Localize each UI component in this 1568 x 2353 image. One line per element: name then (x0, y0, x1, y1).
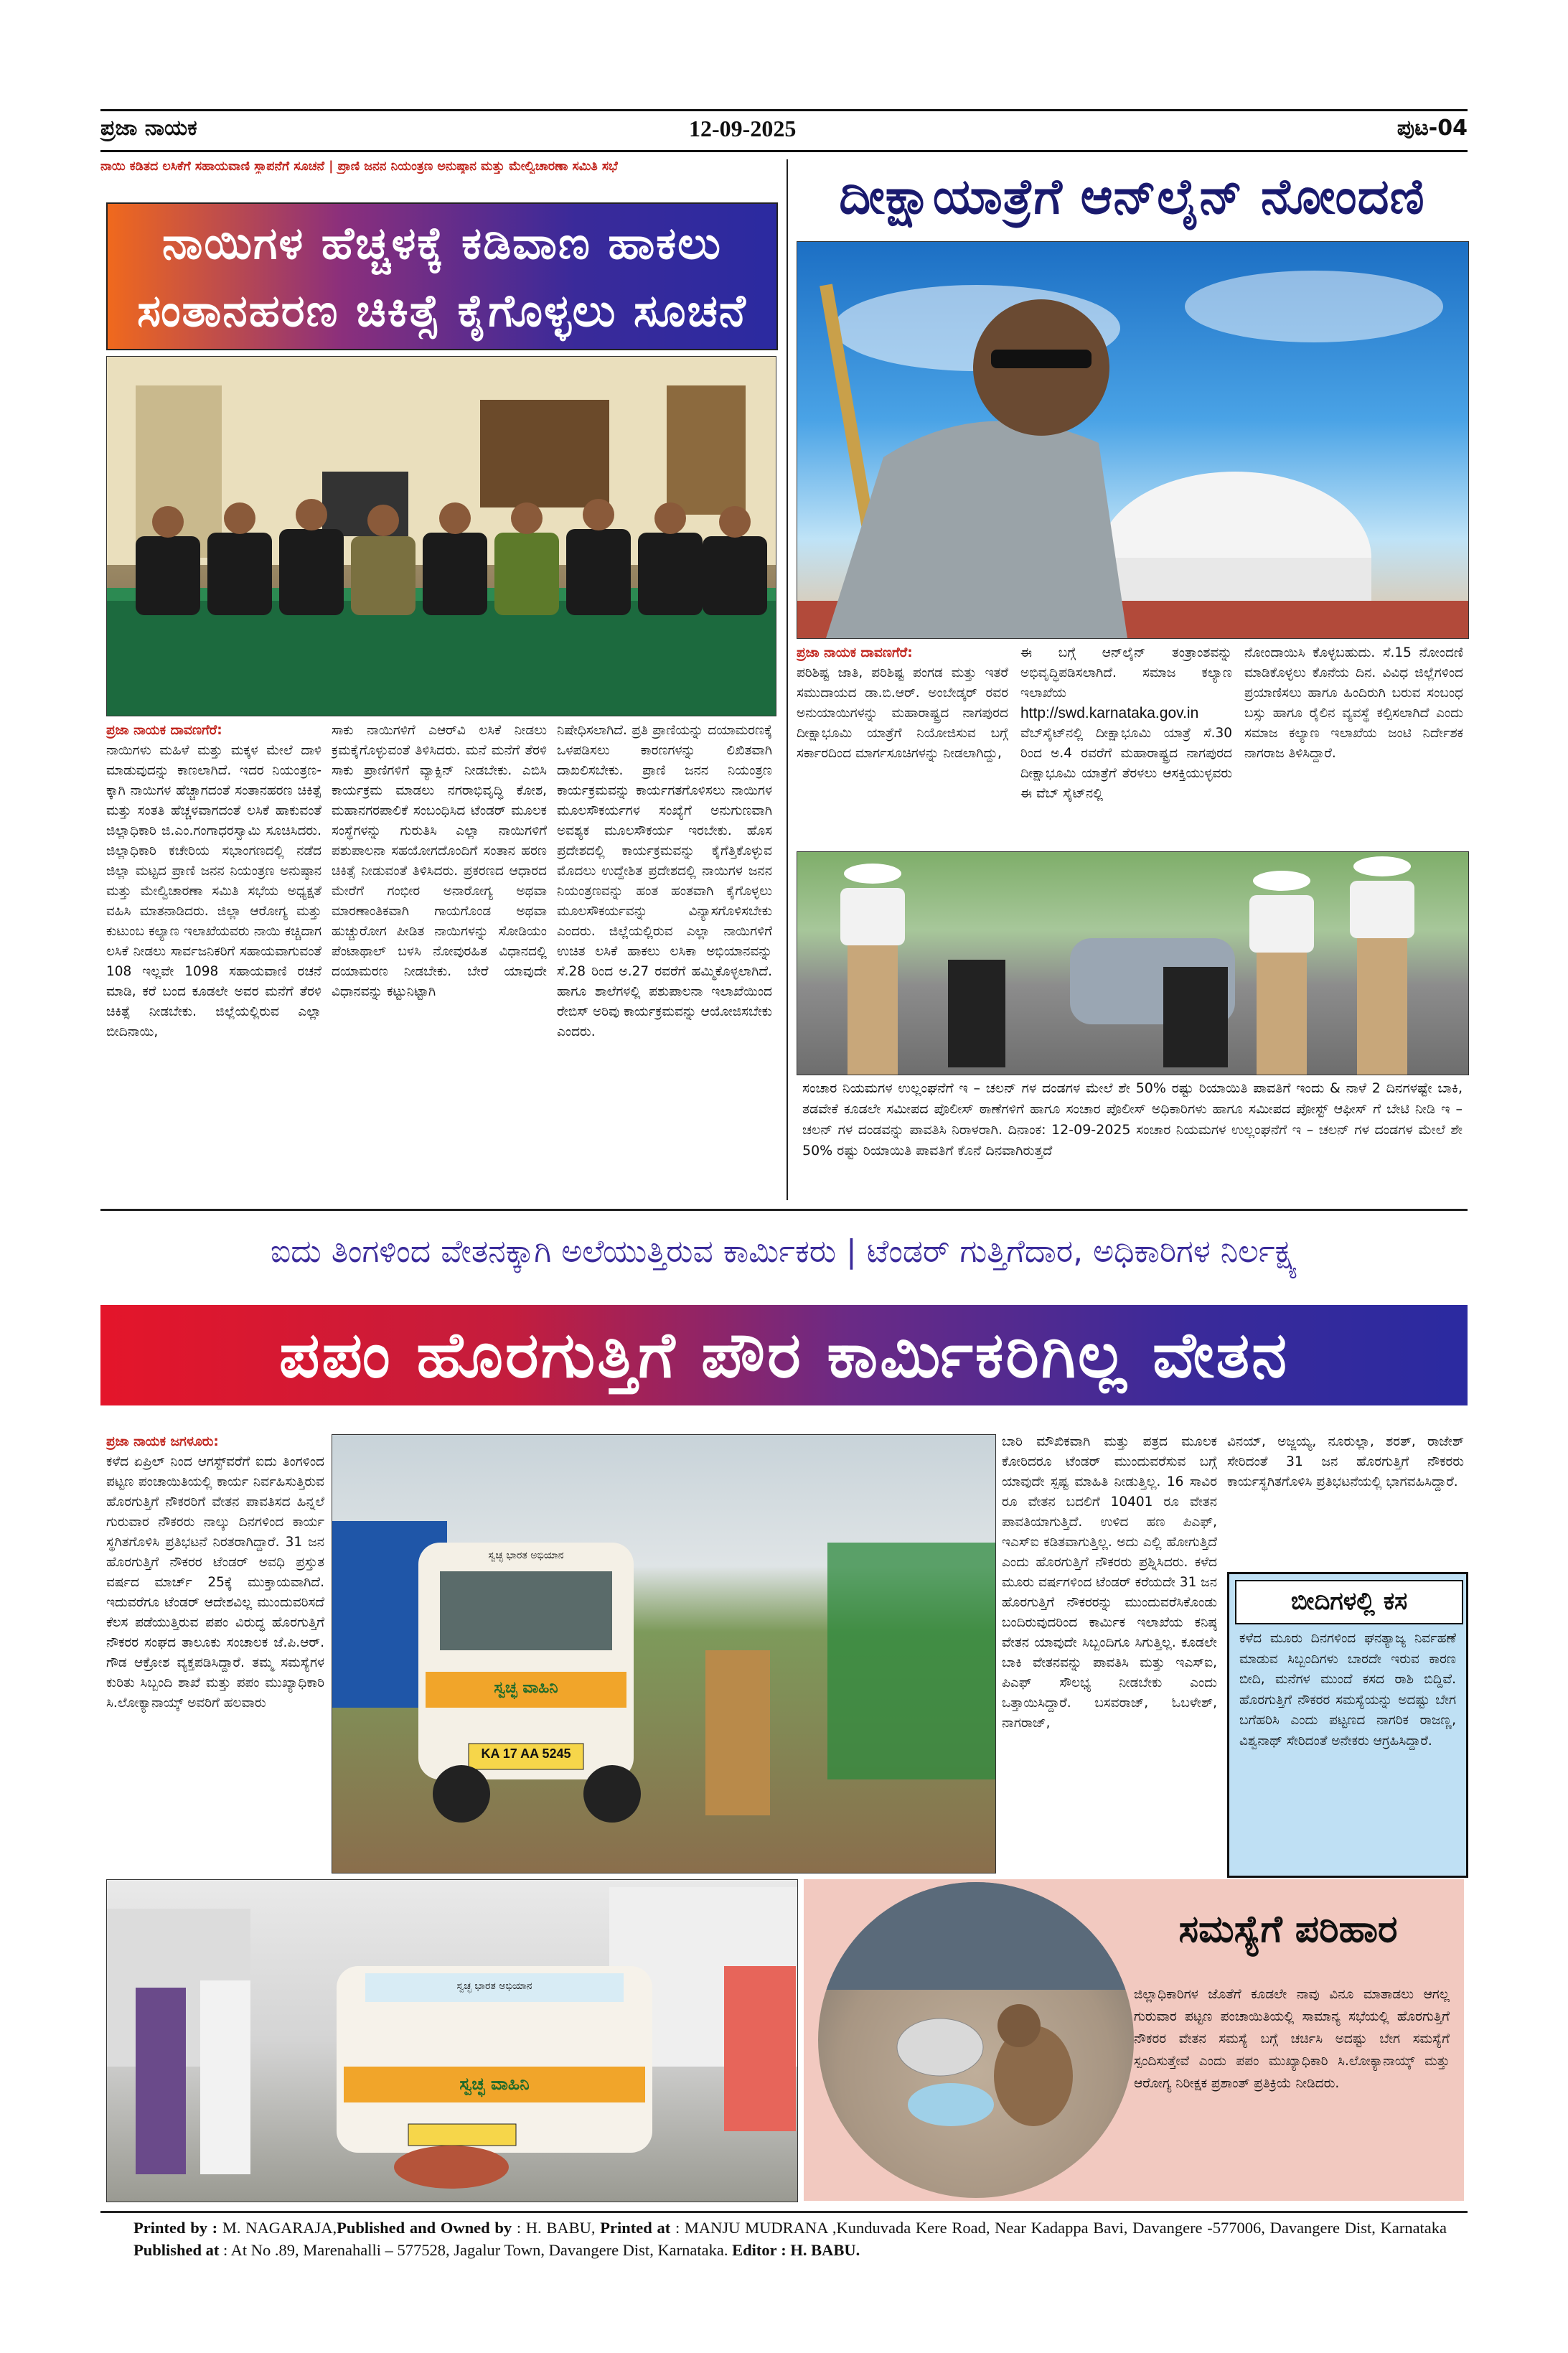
story4-column-1 (106, 1432, 324, 1877)
story4-col3-text: ವಿನಯ್, ಅಜ್ಜಯ್ಯ, ನೂರುಲ್ಲಾ, ಶರತ್, ರಾಜೇಶ್ ಸೇರಿದಂತೆ 31 ಜನ ಹೊರಗುತ್ತಿಗೆ ನೌಕರರು ಕಾರ್ಯಸ್ಥಗಿತಗೊಳಿಸಿ ಪ್ರತಿಭಟನೆಯಲ್ಲಿ ಭಾಗವಹಿಸಿದ್ದಾರೆ. (1227, 1434, 1464, 1489)
story1-column-3 (557, 721, 772, 1194)
vertical-divider (787, 159, 788, 1200)
story1-dateline: ಪ್ರಜಾ ನಾಯಕ ದಾವಣಗೆರೆ: (106, 723, 222, 738)
story4-dateline: ಪ್ರಜಾ ನಾಯಕ ಜಗಳೂರು: (106, 1434, 219, 1449)
masthead-bar (100, 109, 1468, 152)
street-garbage-title: ಬೀದಿಗಳಲ್ಲಿ ಕಸ (1235, 1580, 1463, 1624)
story2-column-2 (1020, 643, 1232, 844)
story4-col2-text: ಬಾರಿ ಮೌಖಿಕವಾಗಿ ಮತ್ತು ಪತ್ರದ ಮೂಲಕ ಕೋರಿದರೂ ಟೆಂಡರ್ ಮುಂದುವರೆಸುವ ಬಗ್ಗೆ ಯಾವುದೇ ಸ್ಪಷ್ಟ ಮಾಹಿತಿ ನೀಡುತ್ತಿಲ್ಲ. 16 ಸಾವಿರ ರೂ ವೇತನ ಬದಲಿಗೆ 10401 ರೂ ವೇತನ ಪಾವತಿಯಾಗುತ್ತಿದೆ. ಉಳಿದ ಹಣ ಪಿಎಫ್, ಇಎಸ್‌ಐ ಕಡಿತವಾಗುತ್ತಿಲ್ಲ. ಅದು ಎಲ್ಲಿ ಹೋಗುತ್ತಿದೆ ಎಂದು ಹೊರಗುತ್ತಿಗೆ ನೌಕರರು ಪ್ರಶ್ನಿಸಿದರು. ಕಳೆದ ಮೂರು ವರ್ಷಗಳಿಂದ ಟೆಂಡರ್ ಕರೆಯದೇ 31 ಜನ ಹೊರಗುತ್ತಿಗೆ ನೌಕರರನ್ನು ಮುಂದುವರೆಸಿಕೊಂಡು ಬಂದಿರುವುದರಿಂದ ಕಾರ್ಮಿಕ ಇಲಾಖೆಯ ಕನಿಷ್ಠ ವೇತನ ಯಾವುದೇ ಸಿಬ್ಬಂದಿಗೂ ಸಿಗುತ್ತಿಲ್ಲ. ಕೂಡಲೇ ಬಾಕಿ ವೇತನವನ್ನು ಪಾವತಿಸಿ ಮತ್ತು ಇಎಸ್‌ಐ, ಪಿಎಫ್ ಸೌಲಭ್ಯ ನೀಡಬೇಕು ಎಂದು ಒತ್ತಾಯಿಸಿದ್ದಾರೆ. ಬಸವರಾಜ್, ಓಬಳೇಶ್, ನಾಗರಾಜ್, (1002, 1434, 1217, 1731)
story2-col1-text: ಪರಿಶಿಷ್ಟ ಜಾತಿ, ಪರಿಶಿಷ್ಟ ಪಂಗಡ ಮತ್ತು ಇತರೆ ಸಮುದಾಯದ ಡಾ.ಬಿ.ಆರ್. ಅಂಬೇಡ್ಕರ್ ರವರ ಅನುಯಾಯಿಗಳನ್ನು ಮಹಾರಾಷ್ಟ್ರದ ನಾಗಪುರದ ದೀಕ್ಷಾಭೂಮಿ ಯಾತ್ರೆಗೆ ನಿಯೋಜಿಸುವ ಬಗ್ಗೆ ಸರ್ಕಾರದಿಂದ ಮಾರ್ಗಸೂಚಿಗಳನ್ನು ನೀಡಲಾಗಿದ್ದು, (797, 665, 1008, 761)
traffic-caption: ಸಂಚಾರ ನಿಯಮಗಳ ಉಲ್ಲಂಘನೆಗೆ ಇ – ಚಲನ್ ಗಳ ದಂಡಗಳ ಮೇಲೆ ಶೇ 50% ರಷ್ಟು ರಿಯಾಯಿತಿ ಪಾವತಿಗೆ ಇಂದು & ನಾಳೆ 2 ದಿನಗಳಷ್ಟೇ ಬಾಕಿ, ತಡವೇಕೆ ಕೂಡಲೇ ಸಮೀಪದ ಪೊಲೀಸ್ ಠಾಣೆಗಳಿಗೆ ಹಾಗೂ ಸಂಚಾರ ಪೊಲೀಸ್ ಅಧಿಕಾರಿಗಳು ಹಾಗೂ ಸಮೀಪದ ಪೋಸ್ಟ್ ಆಫೀಸ್ ಗೆ ಬೇಟಿ ನೀಡಿ ಇ – ಚಲನ್ ಗಳ ದಂಡವನ್ನು ಪಾವತಿಸಿ ನಿರಾಳರಾಗಿ. ದಿನಾಂಕ: 12-09-2025 ಸಂಚಾರ ನಿಯಮಗಳ ಉಲ್ಲಂಘನೆಗೆ ಇ – ಚಲನ್ ಗಳ ದಂಡಗಳ ಮೇಲೆ ಶೇ 50% ರಷ್ಟು ರಿಯಾಯಿತಿ ಪಾವತಿಗೆ ಕೊನೆ ದಿನವಾಗಿರುತ್ತದೆ (802, 1080, 1463, 1159)
story1-column-1 (106, 721, 321, 1194)
monkey-photo-art (818, 1882, 1134, 2198)
story2-column-3 (1244, 643, 1463, 844)
garbage-van-photo-2 (106, 1879, 798, 2202)
meeting-photo-art (107, 357, 776, 716)
published-at-label: Published at (133, 2241, 220, 2259)
story1-headline-line2: ಸಂತಾನಹರಣ ಚಿಕಿತ್ಸೆ ಕೈಗೊಳ್ಳಲು ಸೂಚನೆ (137, 284, 747, 337)
story1-headline-line1: ನಾಯಿಗಳ ಹೆಚ್ಚಳಕ್ಕೆ ಕಡಿವಾಣ ಹಾಕಲು (161, 217, 723, 269)
meeting-photo (106, 356, 776, 716)
issue-date: 12-09-2025 (689, 116, 797, 141)
printed-by-label: Printed by : (133, 2219, 218, 2237)
van1-brand: ಸ್ವಚ್ಛ ವಾಹಿನಿ (494, 1679, 558, 1697)
ambedkar-photo-art (797, 242, 1468, 638)
van-photo-2-art (107, 1880, 797, 2202)
street-garbage-box (1227, 1572, 1468, 1878)
traffic-police-photo (797, 851, 1469, 1075)
story1-column-2 (332, 721, 547, 1194)
van1-plate: KA 17 AA 5245 (481, 1746, 571, 1761)
editor: : H. BABU. (781, 2241, 860, 2259)
garbage-van-photo-1 (332, 1434, 996, 1873)
story4-kicker: ಐದು ತಿಂಗಳಿಂದ ವೇತನಕ್ಕಾಗಿ ಅಲೆಯುತ್ತಿರುವ ಕಾರ್ಮಿಕರು | ಟೆಂಡರ್ ಗುತ್ತಿಗೆದಾರ, ಅಧಿಕಾರಿಗಳ ನಿರ್ಲಕ್ಷ್ಯ (270, 1232, 1298, 1270)
section-divider (100, 1209, 1468, 1211)
story1-col2-text: ಸಾಕು ನಾಯಿಗಳಿಗೆ ಎಆರ್‌ವಿ ಲಸಿಕೆ ನೀಡಲು ಕ್ರಮಕೈಗೊಳ್ಳುವಂತೆ ತಿಳಿಸಿದರು. ಮನೆ ಮನೆಗೆ ತೆರಳಿ ಸಾಕು ಪ್ರಾಣಿಗಳಿಗೆ ವ್ಯಾಕ್ಸಿನ್ ನೀಡಬೇಕು. ಎಬಿಸಿ ಕಾರ್ಯಕ್ರಮ ಮಾಡಲು ನಗರಾಭಿವೃದ್ಧಿ ಕೋಶ, ಮಹಾನಗರಪಾಲಿಕೆ ಸಂಬಂಧಿಸಿದ ಟೆಂಡರ್ ಮೂಲಕ ಸಂಸ್ಥೆಗಳನ್ನು ಗುರುತಿಸಿ ಎಲ್ಲಾ ನಾಯಿಗಳಿಗೆ ಪಶುಪಾಲನಾ ಸಹಯೋಗದೊಂದಿಗೆ ಸಂತಾನ ಹರಣ ಚಿಕಿತ್ಸೆ ನೀಡುವಂತೆ ತಿಳಿಸಿದರು. ಪ್ರಕರಣದ ಆಧಾರದ ಮೇರೆಗೆ ಗಂಭೀರ ಅನಾರೋಗ್ಯ ಅಥವಾ ಮಾರಣಾಂತಿಕವಾಗಿ ಗಾಯಗೊಂಡ ಅಥವಾ ಹುಚ್ಚುರೋಗ ಪೀಡಿತ ನಾಯಿಗಳನ್ನು ಸೋಡಿಯಂ ಪೆಂಟಾಥಾಲ್ ಬಳಸಿ ನೋವುರಹಿತ ವಿಧಾನದಲ್ಲಿ ದಯಾಮರಣ ನೀಡಬೇಕು. ಬೇರೆ ಯಾವುದೇ ವಿಧಾನವನ್ನು ಕಟ್ಟುನಿಟ್ಟಾಗಿ (332, 723, 547, 999)
story4-column-2 (1002, 1432, 1217, 1877)
story2-column-1 (797, 643, 1008, 844)
story2-col2-pre: ಈ ಬಗ್ಗೆ ಆನ್‌ಲೈನ್ ತಂತ್ರಾಂಶವನ್ನು ಅಭಿವೃದ್ಧಿಪಡಿಸಲಾಗಿದೆ. ಸಮಾಜ ಕಲ್ಯಾಣ ಇಲಾಖೆಯ (1020, 645, 1232, 701)
published-label: Published and Owned by (337, 2219, 512, 2237)
footer-rule (100, 2211, 1468, 2213)
street-garbage-text: ಕಳೆದ ಮೂರು ದಿನಗಳಿಂದ ಘನತ್ಯಾಜ್ಯ ನಿರ್ವಹಣೆ ಮಾಡುವ ಸಿಬ್ಬಂದಿಗಳು ಬಾರದೇ ಇರುವ ಕಾರಣ ಬೀದಿ, ಮನೆಗಳ ಮುಂದೆ ಕಸದ ರಾಶಿ ಬಿದ್ದಿವೆ. ಹೊರಗುತ್ತಿಗೆ ನೌಕರರ ಸಮಸ್ಯೆಯನ್ನು ಅದಷ್ಟು ಬೇಗ ಬಗೆಹರಿಸಿ ಎಂದು ಪಟ್ಟಣದ ನಾಗರಿಕ ರಾಜಣ್ಣ, ವಿಶ್ವನಾಥ್ ಸೇರಿದಂತೆ ಅನೇಕರು ಆಗ್ರಹಿಸಿದ್ದಾರೆ. (1239, 1631, 1456, 1749)
story2-headline: ದೀಕ್ಷಾಯಾತ್ರೆಗೆ ಆನ್‌ಲೈನ್ ನೋಂದಣಿ (839, 169, 1425, 225)
ambedkar-photo (797, 241, 1469, 639)
story1-col3-text: ನಿಷೇಧಿಸಲಾಗಿದೆ. ಪ್ರತಿ ಪ್ರಾಣಿಯನ್ನು ದಯಾಮರಣಕ್ಕೆ ಒಳಪಡಿಸಲು ಕಾರಣಗಳನ್ನು ಲಿಖಿತವಾಗಿ ದಾಖಲಿಸಬೇಕು. ಪ್ರಾಣಿ ಜನನ ನಿಯಂತ್ರಣ ಕಾರ್ಯಕ್ರಮವನ್ನು ಕಾರ್ಯಗತಗೊಳಿಸಲು ನಾಯಿಗಳ ಮೂಲಸೌಕರ್ಯಗಳ ಸಂಖ್ಯೆಗೆ ಅನುಗುಣವಾಗಿ ಅವಶ್ಯಕ ಮೂಲಸೌಕರ್ಯ ಇರಬೇಕು. ಹೊಸ ಪ್ರದೇಶದಲ್ಲಿ ಕಾರ್ಯಕ್ರಮವನ್ನು ಕೈಗೆತ್ತಿಕೊಳ್ಳುವ ಮೊದಲು ಉದ್ದೇಶಿತ ಪ್ರದೇಶದಲ್ಲಿ ನಾಯಿಗಳ ಜನನ ನಿಯಂತ್ರಣವನ್ನು ಹಂತ ಹಂತವಾಗಿ ಕೈಗೊಳ್ಳಲು ಮೂಲಸೌಕರ್ಯವನ್ನು ವಿನ್ಯಾಸಗೊಳಿಸಬೇಕು ಎಂದರು. ಜಿಲ್ಲೆಯಲ್ಲಿರುವ ಎಲ್ಲಾ ನಾಯಿಗಳಿಗೆ ಉಚಿತ ಲಸಿಕೆ ಹಾಕಲು ಲಸಿಕಾ ಅಭಿಯಾನವನ್ನು ಸೆ.28 ರಿಂದ ಅ.27 ರವರೆಗೆ ಹಮ್ಮಿಕೊಳ್ಳಲಾಗಿದೆ. ಹಾಗೂ ಶಾಲೆಗಳಲ್ಲಿ ಪಶುಪಾಲನಾ ಇಲಾಖೆಯಿಂದ ರೇಬಿಸ್ ಅರಿವು ಕಾರ್ಯಕ್ರಮವನ್ನು ಆಯೋಜಿಸಬೇಕು ಎಂದರು. (557, 723, 772, 1039)
story1-headline-box (106, 202, 778, 350)
printed-at-label: Printed at (600, 2219, 671, 2237)
paper-name: ಪ್ರಜಾ ನಾಯಕ (100, 116, 197, 141)
editor-label: Editor (732, 2241, 777, 2259)
van-photo-1-art (332, 1435, 995, 1873)
van1-top-banner: ಸ್ವಚ್ಛ ಭಾರತ ಅಭಿಯಾನ (488, 1550, 564, 1561)
story2-url[interactable]: http://swd.karnataka.gov.in (1020, 705, 1199, 721)
story4-col1-text: ಕಳೆದ ಏಪ್ರಿಲ್ ನಿಂದ ಆಗಸ್ಟ್‌ವರೆಗೆ ಐದು ತಿಂಗಳಿಂದ ಪಟ್ಟಣ ಪಂಚಾಯಿತಿಯಲ್ಲಿ ಕಾರ್ಯ ನಿರ್ವಹಿಸುತ್ತಿರುವ ಹೊರಗುತ್ತಿಗೆ ನೌಕರರಿಗೆ ವೇತನ ಪಾವತಿಸದ ಹಿನ್ನಲೆ ಗುರುವಾರ ನೌಕರರು ನಾಲ್ಕು ದಿನಗಳಿಂದ ಕಾರ್ಯ ಸ್ಥಗಿತಗೊಳಿಸಿ ಪ್ರತಿಭಟನೆ ನಿರತರಾಗಿದ್ದಾರೆ. 31 ಜನ ಹೊರಗುತ್ತಿಗೆ ನೌಕರರ ಟೆಂಡರ್ ಅವಧಿ ಪ್ರಸ್ತುತ ವರ್ಷದ ಮಾರ್ಚ್ 25ಕ್ಕೆ ಮುಕ್ತಾಯವಾಗಿದೆ. ಇದುವರೆಗೂ ಟೆಂಡರ್ ಆದೇಶವಿಲ್ಲ ಮುಂದುವರಿಸದೆ ಕೆಲಸ ಪಡೆಯುತ್ತಿರುವ ಪಪಂ ವಿರುದ್ಧ ಹೊರಗುತ್ತಿಗೆ ನೌಕರರ ಸಂಘದ ತಾಲೂಕು ಸಂಚಾಲಕ ಜೆ.ಪಿ.ಆರ್. ಗೌಡ ಆಕ್ರೋಶ ವ್ಯಕ್ತಪಡಿಸಿದ್ದಾರೆ. ತಮ್ಮ ಸಮಸ್ಯೆಗಳ ಕುರಿತು ಸಿಬ್ಬಂದಿ ಶಾಖೆ ಮತ್ತು ಪಪಂ ಮುಖ್ಯಾಧಿಕಾರಿ ಸಿ.ಲೋಕ್ಯಾನಾಯ್ಕ್ ಅವರಿಗೆ ಹಲವಾರು (106, 1454, 324, 1711)
story4-headline: ಪಪಂ ಹೊರಗುತ್ತಿಗೆ ಪೌರ ಕಾರ್ಮಿಕರಿಗಿಲ್ಲ ವೇತನ (100, 1305, 1468, 1405)
published-by: : H. BABU, (516, 2219, 596, 2237)
printed-by: M. NAGARAJA, (222, 2219, 337, 2237)
story2-dateline: ಪ್ರಜಾ ನಾಯಕ ದಾವಣಗೆರೆ: (797, 645, 913, 660)
page-number: ಪುಟ-04 (1396, 116, 1468, 141)
imprint-line (133, 2217, 1447, 2261)
solution-text: ಜಿಲ್ಲಾಧಿಕಾರಿಗಳ ಜೊತೆಗೆ ಕೂಡಲೇ ನಾವು ವಿನೂ ಮಾತಾಡಲು ಆಗಲ್ಲ ಗುರುವಾರ ಪಟ್ಟಣ ಪಂಚಾಯಿತಿಯಲ್ಲಿ ಸಾಮಾನ್ಯ ಸಭೆಯಲ್ಲಿ ಹೊರಗುತ್ತಿಗೆ ನೌಕರರ ವೇತನ ಸಮಸ್ಯೆ ಬಗ್ಗೆ ಚರ್ಚಿಸಿ ಅದಷ್ಟು ಬೇಗ ಸಮಸ್ಯೆಗೆ ಸ್ಪಂದಿಸುತ್ತೇವೆ ಎಂದು ಪಪಂ ಮುಖ್ಯಾಧಿಕಾರಿ ಸಿ.ಲೋಕ್ಯಾನಾಯ್ಕ್ ಮತ್ತು ಆರೋಗ್ಯ ನಿರೀಕ್ಷಕ ಪ್ರಶಾಂತ್ ಪ್ರತಿಕ್ರಿಯೆ ನೀಡಿದರು. (1134, 1987, 1450, 2091)
printed-at: : MANJU MUDRANA ,Kunduvada Kere Road, Near Kadappa Bavi, Davangere -577006, Davangere Dist, Karnataka (675, 2219, 1447, 2237)
solution-title: ಸಮಸ್ಯೆಗೆ ಪರಿಹಾರ (1178, 1908, 1398, 1951)
monkey-photo (818, 1882, 1134, 2198)
story2-col3-text: ನೋಂದಾಯಿಸಿ ಕೊಳ್ಳಬಹುದು. ಸೆ.15 ನೋಂದಣಿ ಮಾಡಿಕೊಳ್ಳಲು ಕೊನೆಯ ದಿನ. ವಿವಿಧ ಜಿಲ್ಲೆಗಳಿಂದ ಪ್ರಯಾಣಿಸಲು ಹಾಗೂ ಹಿಂದಿರುಗಿ ಬರುವ ಸಂಬಂಧ ಬಸ್ಸು ಹಾಗೂ ರೈಲಿನ ವ್ಯವಸ್ಥೆ ಕಲ್ಪಿಸಲಾಗಿದೆ ಎಂದು ಸಮಾಜ ಕಲ್ಯಾಣ ಇಲಾಖೆಯ ಜಂಟಿ ನಿರ್ದೇಶಕ ನಾಗರಾಜ ತಿಳಿಸಿದ್ದಾರೆ. (1244, 645, 1463, 761)
published-at: : At No .89, Marenahalli – 577528, Jagalur Town, Davangere Dist, Karnataka. (223, 2241, 728, 2259)
van2-brand: ಸ್ವಚ್ಛ ವಾಹಿನಿ (459, 2074, 530, 2094)
story1-kicker: ನಾಯಿ ಕಡಿತದ ಲಸಿಕೆಗೆ ಸಹಾಯವಾಣಿ ಸ್ಥಾಪನೆಗೆ ಸೂಚನೆ | ಪ್ರಾಣಿ ಜನನ ನಿಯಂತ್ರಣ ಅನುಷ್ಠಾನ ಮತ್ತು ಮೇಲ್ವಿಚಾರಣಾ ಸಮಿತಿ ಸಭೆ (100, 159, 618, 174)
story4-column-3 (1227, 1432, 1464, 1568)
solution-box (804, 1879, 1464, 2201)
van2-top-banner: ಸ್ವಚ್ಛ ಭಾರತ ಅಭಿಯಾನ (456, 1980, 532, 1992)
story1-col1-text: ನಾಯಿಗಳು ಮಹಿಳೆ ಮತ್ತು ಮಕ್ಕಳ ಮೇಲೆ ದಾಳಿ ಮಾಡುವುದನ್ನು ಕಾಣಲಾಗಿದೆ. ಇದರ ನಿಯಂತ್ರಣ-ಕ್ಕಾಗಿ ನಾಯಿಗಳ ಹೆಚ್ಚಾಗದಂತೆ ಸಂತಾನಹರಣ ಚಿಕಿತ್ಸೆ ಮತ್ತು ಸಂತತಿ ಹೆಚ್ಚಳವಾಗದಂತೆ ಲಸಿಕೆ ಹಾಕುವಂತೆ ಜಿಲ್ಲಾಧಿಕಾರಿ ಜಿ.ಎಂ.ಗಂಗಾಧರಸ್ವಾಮಿ ಸೂಚಿಸಿದರು. ಜಿಲ್ಲಾಧಿಕಾರಿ ಕಚೇರಿಯ ಸಭಾಂಗಣದಲ್ಲಿ ನಡೆದ ಜಿಲ್ಲಾ ಮಟ್ಟದ ಪ್ರಾಣಿ ಜನನ ನಿಯಂತ್ರಣ ಅನುಷ್ಠಾನ ಮತ್ತು ಮೇಲ್ವಿಚಾರಣಾ ಸಮಿತಿ ಸಭೆಯ ಅಧ್ಯಕ್ಷತೆ ವಹಿಸಿ ಮಾತನಾಡಿದರು. ಜಿಲ್ಲಾ ಆರೋಗ್ಯ ಮತ್ತು ಕುಟುಂಬ ಕಲ್ಯಾಣ ಇಲಾಖೆಯವರು ನಾಯಿ ಕಚ್ಚಿದಾಗ ಲಸಿಕೆ ನೀಡಲು ಸಾರ್ವಜನಿಕರಿಗೆ ಸಹಾಯವಾಗುವಂತೆ 108 ಇಲ್ಲವೇ 1098 ಸಹಾಯವಾಣಿ ರಚನೆ ಮಾಡಿ, ಕರೆ ಬಂದ ಕೂಡಲೇ ಅವರ ಮನೆಗೆ ತೆರಳಿ ಚಿಕಿತ್ಸೆ ನೀಡಬೇಕು. ಜಿಲ್ಲೆಯಲ್ಲಿರುವ ಎಲ್ಲಾ ಬೀದಿನಾಯಿ, (106, 743, 321, 1039)
traffic-photo-art (797, 852, 1468, 1075)
story2-col2-post: ವೆಬ್‌ಸೈಟ್‌ನಲ್ಲಿ ದೀಕ್ಷಾಭೂಮಿ ಯಾತ್ರೆ ಸೆ.30 ರಿಂದ ಅ.4 ರವರೆಗೆ ಮಹಾರಾಷ್ಟ್ರದ ನಾಗಪುರದ ದೀಕ್ಷಾಭೂಮಿ ಯಾತ್ರೆಗೆ ತೆರಳಲು ಆಸಕ್ತಿಯುಳ್ಳವರು ಈ ವೆಬ್ ಸೈಟ್‌ನಲ್ಲಿ (1020, 726, 1232, 801)
